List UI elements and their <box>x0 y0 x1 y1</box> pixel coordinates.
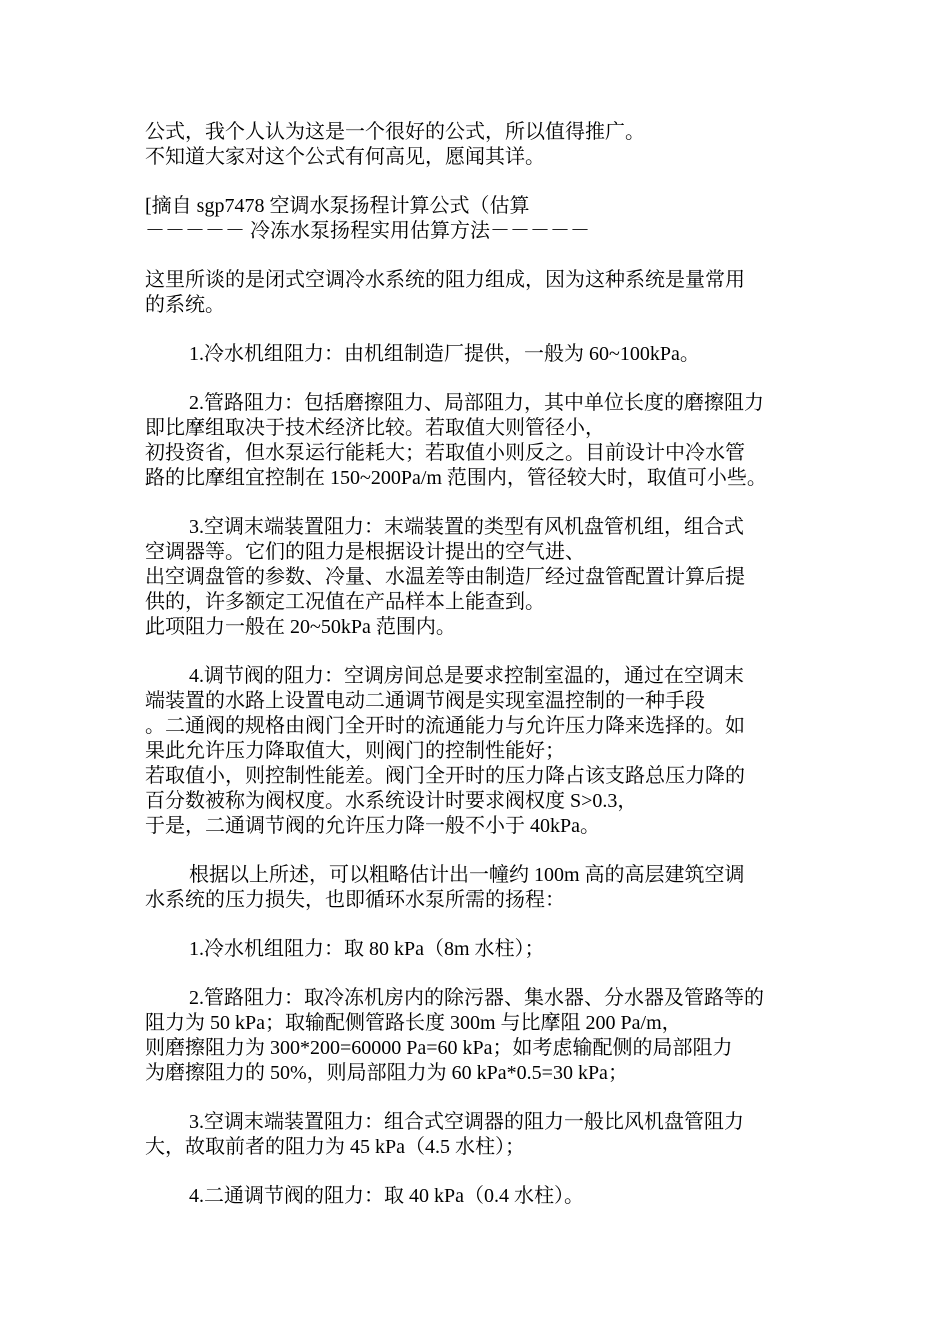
text-line: 初投资省，但水泵运行能耗大；若取值小则反之。目前设计中冷水管 <box>145 442 745 464</box>
item-pipe-resistance <box>145 391 825 491</box>
source-heading <box>145 194 825 244</box>
text-line: 于是，二通调节阀的允许压力降一般不小于 40kPa。 <box>145 815 600 837</box>
text-line: 根据以上所述，可以粗略估计出一幢约 100m 高的高层建筑空调 <box>189 864 745 886</box>
text-line: 4.调节阀的阻力：空调房间总是要求控制室温的，通过在空调末 <box>189 665 744 687</box>
text-line: 出空调盘管的参数、冷量、水温差等由制造厂经过盘管配置计算后提 <box>145 566 745 588</box>
text-line: 公式，我个人认为这是一个很好的公式，所以值得推广。 <box>145 121 645 143</box>
estimate-valve <box>145 1184 825 1209</box>
text-line: 4.二通调节阀的阻力：取 40 kPa（0.4 水柱）。 <box>189 1185 584 1207</box>
text-line: 的系统。 <box>145 294 225 316</box>
text-line: 为磨擦阻力的 50%，则局部阻力为 60 kPa*0.5=30 kPa； <box>145 1062 628 1084</box>
text-line: 端装置的水路上设置电动二通调节阀是实现室温控制的一种手段 <box>145 690 705 712</box>
text-line: 若取值小，则控制性能差。阀门全开时的压力降占该支路总压力降的 <box>145 765 745 787</box>
item-valve-resistance <box>145 664 825 839</box>
text-line: 即比摩组取决于技术经济比较。若取值大则管径小， <box>145 417 605 439</box>
text-line: 1.冷水机组阻力：取 80 kPa（8m 水柱）； <box>189 938 545 960</box>
document-body <box>145 120 825 1233</box>
estimate-chiller <box>145 937 825 962</box>
text-line: 供的，许多额定工况值在产品样本上能查到。 <box>145 591 545 613</box>
text-line: 。二通阀的规格由阀门全开时的流通能力与允许压力降来选择的。如 <box>145 715 745 737</box>
text-line: 果此允许压力降取值大，则阀门的控制性能好； <box>145 740 565 762</box>
text-line: 则磨擦阻力为 300*200=60000 Pa=60 kPa；如考虑输配侧的局部阻力 <box>145 1037 733 1059</box>
overview-paragraph <box>145 268 825 318</box>
text-line: 水系统的压力损失，也即循环水泵所需的扬程： <box>145 889 565 911</box>
text-line: 阻力为 50 kPa；取输配侧管路长度 300m 与比摩阻 200 Pa/m， <box>145 1012 682 1034</box>
item-terminal-resistance <box>145 515 825 640</box>
text-line: 百分数被称为阀权度。水系统设计时要求阀权度 S>0.3， <box>145 790 638 812</box>
text-line: 2.管路阻力：取冷冻机房内的除污器、集水器、分水器及管路等的 <box>189 987 764 1009</box>
text-line: [摘自 sgp7478 空调水泵扬程计算公式（估算 <box>145 195 530 217</box>
text-line: 空调器等。它们的阻力是根据设计提出的空气进、 <box>145 541 585 563</box>
text-line: 3.空调末端装置阻力：组合式空调器的阻力一般比风机盘管阻力 <box>189 1111 744 1133</box>
text-line: 不知道大家对这个公式有何高见，愿闻其详。 <box>145 146 545 168</box>
text-line: －－－－－ 冷冻水泵扬程实用估算方法－－－－－ <box>145 220 590 242</box>
text-line: 大，故取前者的阻力为 45 kPa（4.5 水柱）； <box>145 1136 525 1158</box>
text-line: 1.冷水机组阻力：由机组制造厂提供，一般为 60~100kPa。 <box>189 343 700 365</box>
text-line: 3.空调末端装置阻力：末端装置的类型有风机盘管机组，组合式 <box>189 516 744 538</box>
text-line: 这里所谈的是闭式空调冷水系统的阻力组成，因为这种系统是量常用 <box>145 269 745 291</box>
text-line: 2.管路阻力：包括磨擦阻力、局部阻力，其中单位长度的磨擦阻力 <box>189 392 764 414</box>
text-line: 路的比摩组宜控制在 150~200Pa/m 范围内，管径较大时，取值可小些。 <box>145 467 767 489</box>
text-line: 此项阻力一般在 20~50kPa 范围内。 <box>145 616 456 638</box>
estimate-paragraph <box>145 863 825 913</box>
estimate-terminal <box>145 1110 825 1160</box>
estimate-pipe <box>145 986 825 1086</box>
item-chiller-resistance <box>145 342 825 367</box>
intro-paragraph <box>145 120 825 170</box>
